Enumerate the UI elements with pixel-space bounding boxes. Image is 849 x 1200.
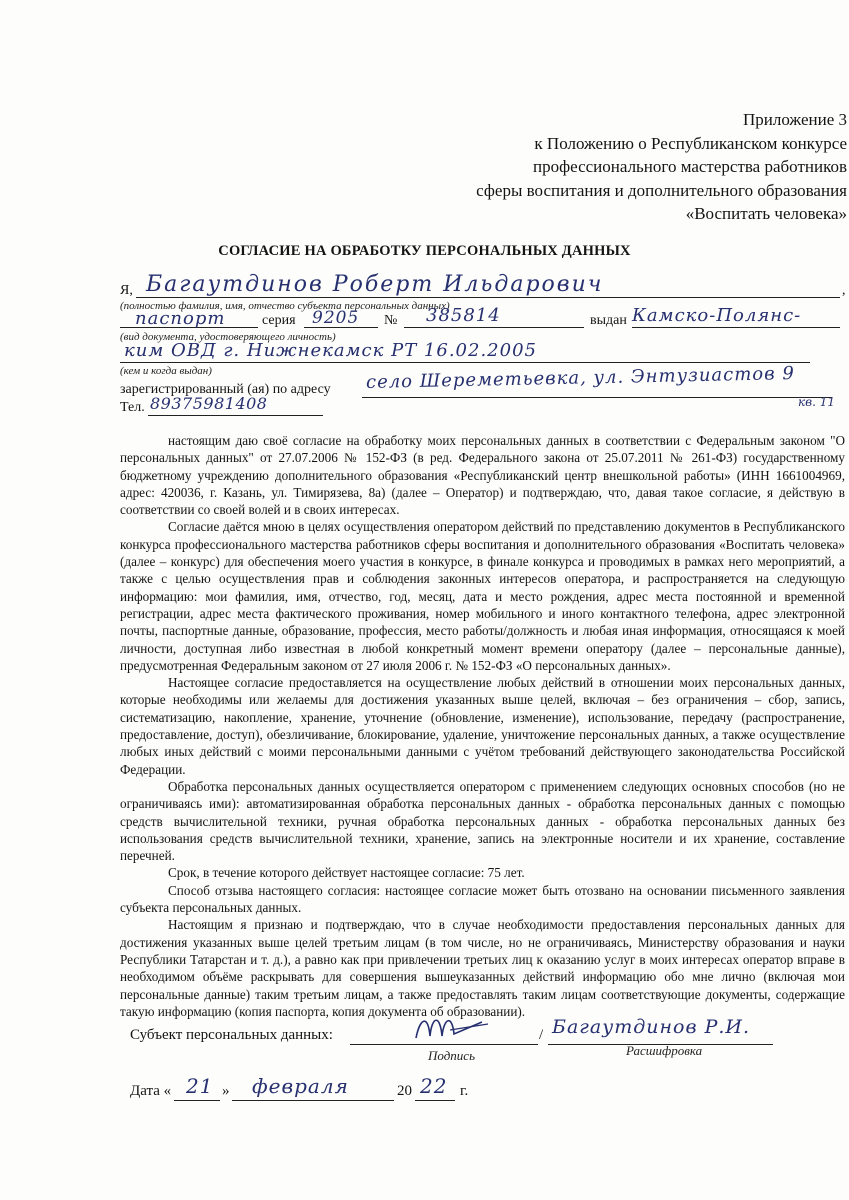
name-comma: ,: [842, 283, 846, 298]
consent-paragraph: Настоящее согласие предоставляется на осуществление любых действий в отношении моих персональных данных, которые необходимы или желаемы для достижения указанных выше целей, включая – без ограничения – сбор, запись, систематизацию, накопление, хранение, уточнение (обновление, изменение), использование, передачу (распространение, предоставление, доступ), обезличивание, блокирование, удаление, уничтожение персональных данных, а также осуществление любых иных действий с моими персональными данными с учётом требований действующего законодательства Российской Федерации.: [120, 675, 845, 777]
address-label: зарегистрированный (ая) по адресу: [120, 382, 331, 397]
appendix-line: к Положению о Республиканском конкурсе: [534, 133, 847, 153]
phone-label: Тел.: [120, 400, 145, 415]
appendix-line: «Воспитать человека»: [685, 204, 847, 223]
series-label: серия: [262, 313, 296, 328]
appendix-header: [287, 108, 847, 226]
doc-value[interactable]: паспорт: [135, 308, 226, 329]
number-value[interactable]: 385814: [426, 305, 501, 326]
date-prefix: Дата «: [130, 1083, 172, 1099]
address-value-2[interactable]: кв. 11: [798, 395, 836, 409]
doc-caption: (вид документа, удостоверяющего личность): [120, 331, 336, 343]
handwritten-signature[interactable]: [410, 1008, 490, 1048]
name-caption: (полностью фамилия, имя, отчество субъекта персональных данных): [120, 300, 450, 312]
issued-label: выдан: [590, 313, 627, 328]
subject-label: Субъект персональных данных:: [130, 1027, 333, 1043]
date-mid: »: [222, 1083, 230, 1099]
number-label: №: [384, 313, 398, 328]
signature-separator: /: [539, 1027, 544, 1043]
month-value[interactable]: февраля: [252, 1074, 349, 1098]
decoding-caption: Расшифровка: [626, 1043, 703, 1058]
signature-caption: Подпись: [428, 1048, 475, 1063]
consent-paragraph: настоящим даю своё согласие на обработку моих персональных данных в соответствии с Федеральным законом "О персональных данных" от 27.07.2006 № 152-ФЗ (в ред. Федерального закона от 25.07.2011 № 261-ФЗ) государственному бюджетному учреждению дополнительного образования «Республиканский центр внешкольной работы» (ИНН 1661004969, адрес: 420036, г. Казань, ул. Тимирязева, 8а) (далее – Оператор) и подтверждаю, что, давая такое согласие, я действую в соответствии со своей волей и в своих интересах.: [120, 433, 845, 518]
name-prefix: Я,: [120, 283, 133, 298]
issued-value-2[interactable]: ким ОВД г. Нижнекамск РТ 16.02.2005: [124, 340, 537, 361]
appendix-line: Приложение 3: [743, 110, 847, 129]
name-value[interactable]: Багаутдинов Роберт Ильдарович: [146, 272, 604, 297]
address-value[interactable]: село Шереметьевка, ул. Энтузиастов 9: [365, 363, 796, 393]
consent-paragraph: Настоящим я признаю и подтверждаю, что в случае необходимости предоставления персональных данных для достижения указанных выше целей третьим лицам (в том числе, но не ограничиваясь, Министерству образования и науки Республики Татарстан и т. д.), а равно как при привлечении третьих лиц к оказанию услуг в моих интересах оператор вправе в необходимом объёме раскрывать для совершения вышеуказанных действий информацию обо мне лично (включая мои персональные данные) таким третьим лицам, а также предоставлять таким лицам соответствующие документы, содержащие такую информацию (копия паспорта, копия документа об образовании).: [120, 917, 845, 1019]
consent-body: [120, 432, 845, 1020]
year-prefix: 20: [397, 1083, 412, 1099]
consent-paragraph: Срок, в течение которого действует настоящее согласие: 75 лет.: [168, 865, 525, 881]
year-value[interactable]: 22: [420, 1074, 448, 1098]
consent-paragraph: Способ отзыва настоящего согласия: настоящее согласие может быть отозвано на основании письменного заявления субъекта персональных данных.: [120, 882, 845, 916]
consent-paragraph: Согласие даётся мною в целях осуществления оператором действий по представлению документов в Республиканского конкурса профессионального мастерства работников сферы воспитания и дополнительного образования «Воспитать человека» (далее – конкурс) для обеспечения моего участия в конкурсе, в финале конкурса и проводимых в рамках него мероприятий, а также с целью осуществления прав и соблюдения законных интересов оператора, и распространяется на следующую информацию: мои фамилия, имя, отчество, год, месяц, дата и место рождения, адрес места постоянной и временной регистрации, адрес места фактического проживания, номер мобильного и иного контактного телефона, адрес электронной почты, паспортные данные, образование, профессия, место работы/должность и любая иная информация, относящаяся к моей личности, доступная либо известная в любой конкретный момент времени оператору (далее – персональные данные), предусмотренная Федеральным законом от 27 июля 2006 г. № 152-ФЗ «О персональных данных».: [120, 519, 845, 673]
issuer-caption: (кем и когда выдан): [120, 365, 212, 377]
appendix-line: сферы воспитания и дополнительного образования: [476, 180, 847, 200]
appendix-line: профессионального мастерства работников: [533, 157, 847, 176]
document-title: СОГЛАСИЕ НА ОБРАБОТКУ ПЕРСОНАЛЬНЫХ ДАННЫХ: [218, 243, 631, 259]
consent-paragraph: Обработка персональных данных осуществляется оператором с применением следующих основных способов (но не ограничиваясь ими): автоматизированная обработка персональных данных - обработка персональных данных с помощью средств вычислительной техники, ручная обработка персональных данных - обработка персональных данных без использования средств вычислительной техники, хранение, запись на электронные носители и их хранение, составление перечней.: [120, 778, 845, 864]
issued-value-1[interactable]: Камско-Полянс-: [632, 305, 802, 326]
day-value[interactable]: 21: [186, 1074, 214, 1098]
phone-value[interactable]: 89375981408: [150, 394, 268, 413]
decoding-value[interactable]: Багаутдинов Р.И.: [552, 1016, 751, 1038]
series-value[interactable]: 9205: [312, 308, 360, 328]
year-suffix: г.: [460, 1083, 469, 1099]
